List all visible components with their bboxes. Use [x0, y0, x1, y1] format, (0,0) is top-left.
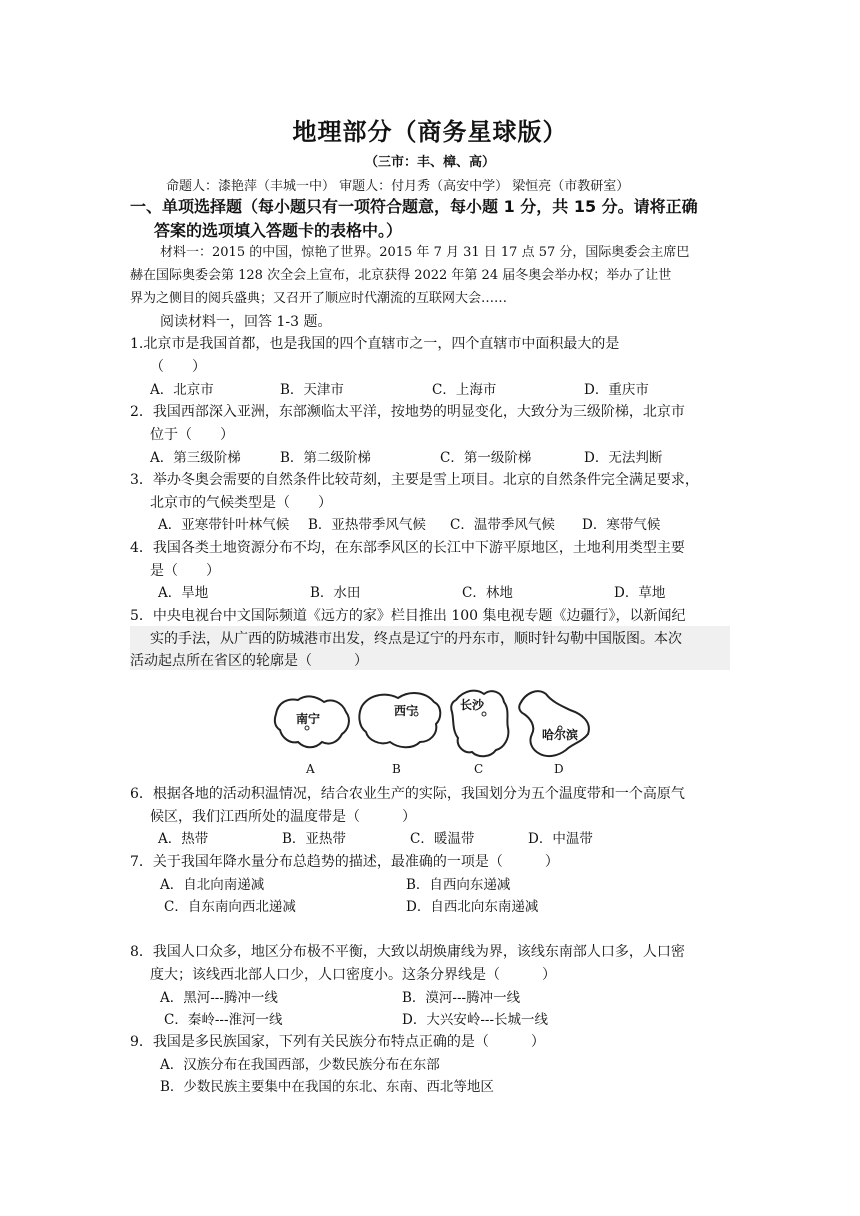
q7-option-c[interactable]: C．自东南向西北递减 — [164, 899, 296, 915]
q6-stem-line1: 6．根据各地的活动积温情况，结合农业生产的实际，我国划分为五个温度带和一个高原气 — [130, 786, 685, 802]
q3-option-c[interactable]: C．温带季风气候 — [450, 517, 555, 533]
q4-stem-line1: 4．我国各类土地资源分布不均，在东部季风区的长江中下游平原地区，土地利用类型主要 — [130, 540, 685, 556]
page-title: 地理部分（商务星球版） — [292, 118, 568, 146]
q6-stem-line2: 候区，我们江西所处的温度带是（ ） — [150, 809, 416, 825]
q6-option-a[interactable]: A．热带 — [158, 831, 209, 847]
section-heading-line1: 一、单项选择题（每小题只有一项符合题意，每小题 1 分，共 15 分。请将正确 — [130, 197, 698, 216]
q7-option-d[interactable]: D．自西北向东南递减 — [406, 899, 539, 915]
q7-option-a[interactable]: A．自北向南递减 — [160, 877, 265, 893]
q2-option-b[interactable]: B．第二级阶梯 — [280, 450, 371, 466]
q1-stem-line1: 1.北京市是我国首都，也是我国的四个直辖市之一，四个直辖市中面积最大的是 — [130, 336, 620, 352]
q9-option-a[interactable]: A．汉族分布在我国西部，少数民族分布在东部 — [160, 1057, 440, 1073]
map-city-b: 西宁 — [394, 704, 419, 718]
q6-option-b[interactable]: B．亚热带 — [282, 831, 346, 847]
q8-options — [160, 988, 720, 1032]
map-city-c: 长沙 — [460, 698, 485, 712]
q8-option-b[interactable]: B．漠河---腾冲一线 — [402, 990, 521, 1006]
q2-option-a[interactable]: A．第三级阶梯 — [150, 450, 241, 466]
q5-stem-line3: 活动起点所在省区的轮廓是（ ） — [130, 653, 368, 669]
material-line1: 材料一：2015 的中国，惊艳了世界。2015 年 7 月 31 日 17 点 57 分，国际奥委会主席巴 — [160, 245, 690, 260]
page-subtitle: （三市：丰、樟、高） — [364, 155, 495, 170]
q6-option-c[interactable]: C．暖温带 — [410, 831, 475, 847]
q7-option-b[interactable]: B．自西向东递减 — [406, 877, 511, 893]
q3-stem-line1: 3．举办冬奥会需要的自然条件比较苛刻，主要是雪上项目。北京的自然条件完全满足要求， — [130, 472, 699, 488]
q8-option-c[interactable]: C．秦岭---淮河一线 — [164, 1012, 283, 1028]
q5-stem-line2: 实的手法，从广西的防城港市出发，终点是辽宁的丹东市，顺时针勾勒中国版图。本次 — [150, 631, 682, 647]
q3-option-b[interactable]: B．亚热带季风气候 — [308, 517, 426, 533]
q4-option-c[interactable]: C．林地 — [462, 585, 513, 601]
map-outline-d — [519, 691, 589, 756]
q7-stem-line1: 7．关于我国年降水量分布总趋势的描述，最准确的一项是（ ） — [130, 854, 559, 870]
q8-stem-line2: 度大；该线西北部人口少，人口密度小。这条分界线是（ ） — [150, 967, 556, 983]
q8-option-a[interactable]: A．黑河---腾冲一线 — [160, 990, 278, 1006]
material-line2: 赫在国际奥委会第 128 次全会上宣布，北京获得 2022 年第 24 届冬奥会举办权；举办了让世 — [130, 268, 672, 283]
map-letter-a[interactable]: A — [306, 762, 315, 776]
q2-stem-line2: 位于（ ） — [150, 427, 234, 443]
section-heading — [130, 195, 740, 243]
q4-stem-line2: 是（ ） — [150, 563, 220, 579]
q8-option-d[interactable]: D．大兴安岭---长城一线 — [402, 1012, 549, 1028]
map-city-a: 南宁 — [296, 712, 321, 726]
q1-option-a[interactable]: A．北京市 — [150, 382, 214, 398]
material-instruction: 阅读材料一，回答 1-3 题。 — [160, 314, 332, 330]
q3-option-d[interactable]: D．寒带气候 — [582, 517, 661, 533]
q4-option-a[interactable]: A．旱地 — [158, 585, 209, 601]
q7-options — [160, 875, 720, 919]
q2-stem-line1: 2．我国西部深入亚洲，东部濒临太平洋，按地势的明显变化，大致分为三级阶梯，北京市 — [130, 404, 685, 420]
authors-line: 命题人：漆艳萍（丰城一中） 审题人：付月秀（高安中学） 梁恒亮（市教研室） — [166, 179, 630, 194]
map-letter-c[interactable]: C — [474, 762, 484, 776]
map-letter-b[interactable]: B — [392, 762, 401, 776]
section-heading-line2: 答案的选项填入答题卡的表格中。） — [154, 221, 403, 240]
q3-stem-line2: 北京市的气候类型是（ ） — [150, 495, 332, 511]
material-line3: 界为之侧目的阅兵盛典；又召开了顺应时代潮流的互联网大会…… — [130, 291, 508, 306]
q5-stem-line1: 5．中央电视台中文国际频道《远方的家》栏目推出 100 集电视专题《边疆行》，以新闻纪 — [130, 608, 686, 624]
q3-option-a[interactable]: A．亚寒带针叶林气候 — [158, 517, 290, 533]
q1-option-b[interactable]: B．天津市 — [280, 382, 344, 398]
q2-option-d[interactable]: D．无法判断 — [584, 450, 663, 466]
q8-stem-line1: 8．我国人口众多，地区分布极不平衡，大致以胡焕庸线为界，该线东南部人口多，人口密 — [130, 944, 685, 960]
q4-option-d[interactable]: D．草地 — [614, 585, 666, 601]
q9-options — [160, 1055, 720, 1099]
q9-option-b[interactable]: B．少数民族主要集中在我国的东北、东南、西北等地区 — [160, 1079, 494, 1095]
province-outline-maps — [270, 684, 600, 780]
q1-stem-line2: （ ） — [150, 359, 206, 375]
q6-option-d[interactable]: D．中温带 — [528, 831, 593, 847]
q1-option-c[interactable]: C．上海市 — [432, 382, 497, 398]
q2-option-c[interactable]: C．第一级阶梯 — [440, 450, 532, 466]
q4-option-b[interactable]: B．水田 — [310, 585, 361, 601]
q1-option-d[interactable]: D．重庆市 — [584, 382, 649, 398]
q9-stem-line1: 9．我国是多民族国家，下列有关民族分布特点正确的是（ ） — [130, 1034, 545, 1050]
map-city-d: 哈尔滨 — [542, 728, 579, 742]
map-letter-d[interactable]: D — [554, 762, 564, 776]
